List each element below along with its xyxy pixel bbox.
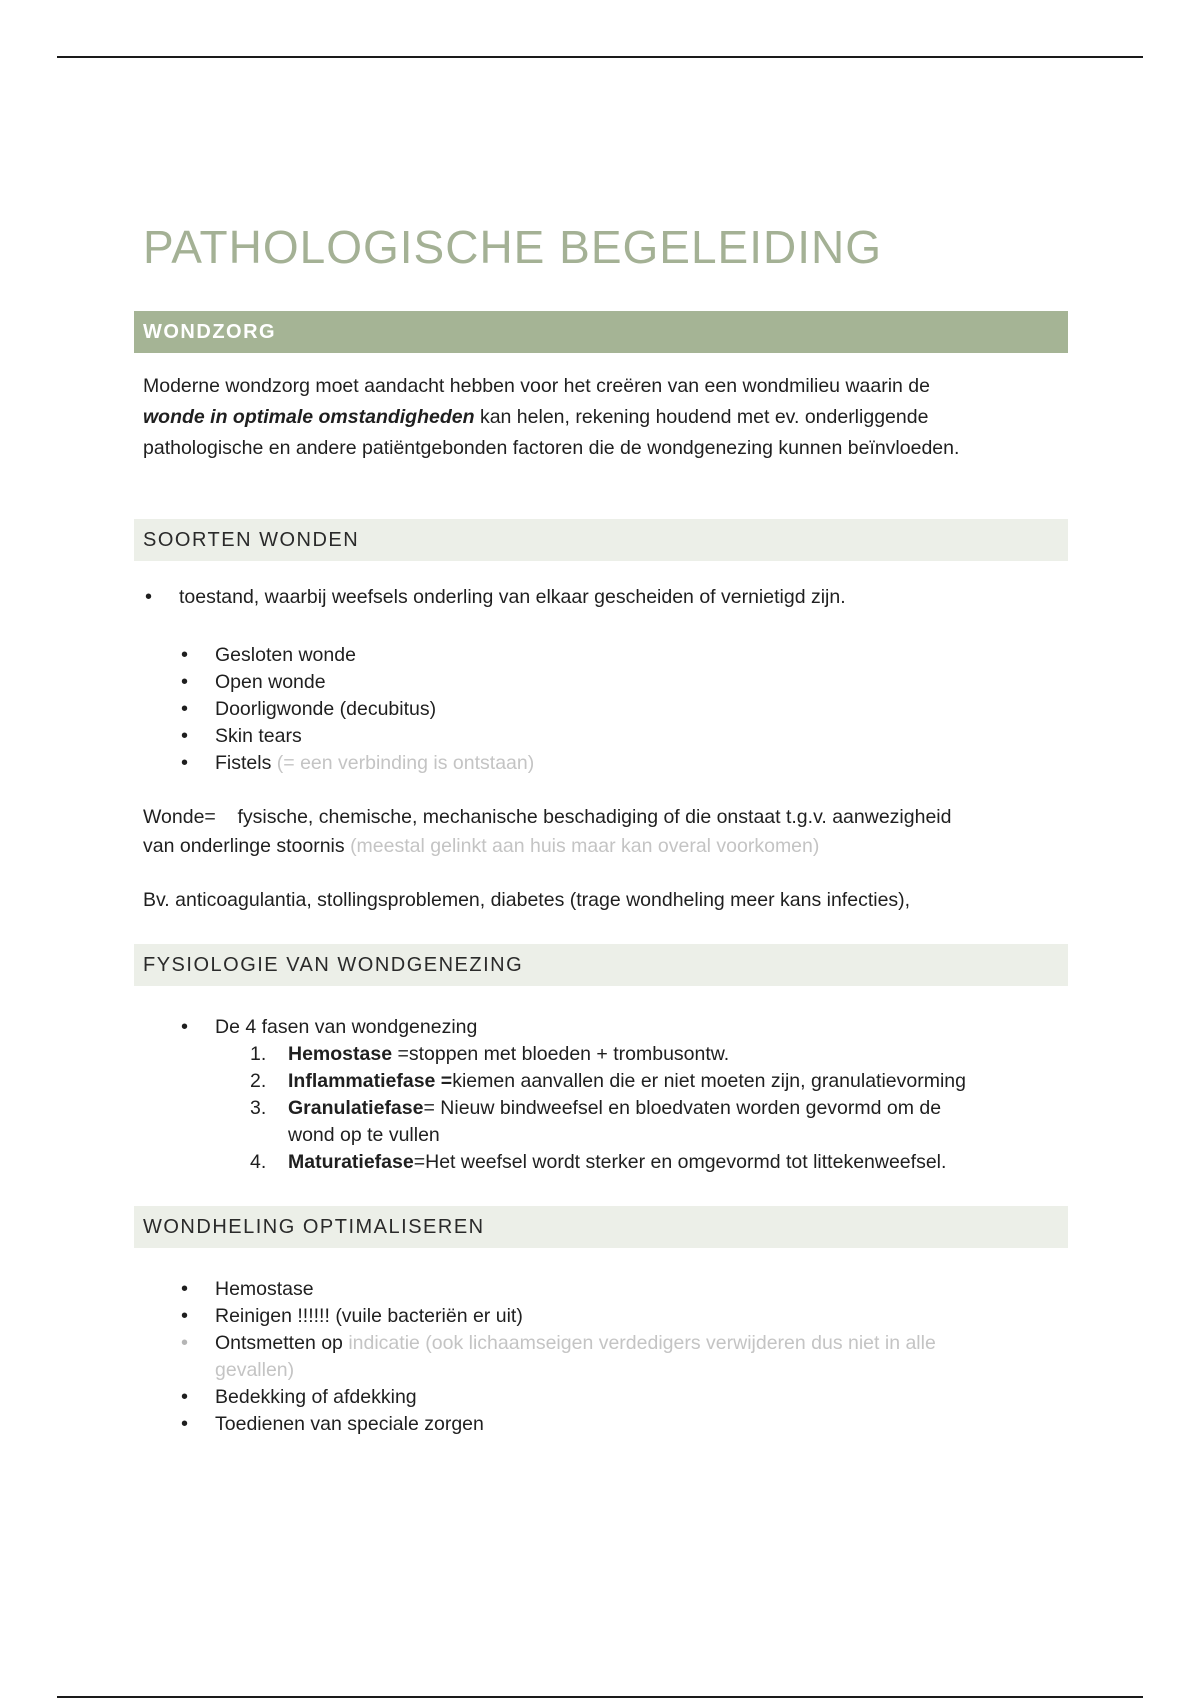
phase-number: 4. xyxy=(250,1151,267,1173)
main-bullet-list xyxy=(179,584,846,611)
phase-desc: =stoppen met bloeden + trombusontw. xyxy=(392,1043,730,1065)
definition-line: Wonde= fysische, chemische, mechanische beschadiging of die onstaat t.g.v. aanwezigheid xyxy=(143,806,952,828)
list-item: • Gesloten wonde xyxy=(215,642,534,669)
list-item xyxy=(215,1330,936,1384)
list-item: • Toedienen van speciale zorgen xyxy=(215,1411,936,1438)
phase-term: Granulatiefase xyxy=(288,1097,424,1119)
phase-term: Maturatiefase xyxy=(288,1151,414,1173)
phases-list xyxy=(250,1041,966,1176)
list-item: • Hemostase xyxy=(215,1276,936,1303)
list-item: • toestand, waarbij weefsels onderling van elkaar gescheiden of vernietigd zijn. xyxy=(179,584,846,611)
optimize-list xyxy=(215,1276,936,1438)
list-item: • Open wonde xyxy=(215,669,534,696)
section-heading-wondzorg: WONDZORG xyxy=(134,311,1068,353)
definition-line: van onderlinge stoornis xyxy=(143,835,345,857)
phase-number: 3. xyxy=(250,1097,267,1119)
item-note: gevallen) xyxy=(215,1359,295,1381)
section-heading-fysiologie: FYSIOLOGIE VAN WONDGENEZING xyxy=(134,944,1068,986)
section-heading-soorten-wonden: SOORTEN WONDEN xyxy=(134,519,1068,561)
wondzorg-paragraph xyxy=(143,371,1073,464)
example-text: Bv. anticoagulantia, stollingsproblemen, diabetes (trage wondheling meer kans infecties), xyxy=(143,889,911,911)
page-title: PATHOLOGISCHE BEGELEIDING xyxy=(143,221,883,273)
top-rule xyxy=(57,56,1143,58)
wonde-definition xyxy=(143,803,1073,861)
phase-item xyxy=(250,1149,966,1176)
list-item xyxy=(215,750,534,777)
section-heading-optimaliseren: WONDHELING OPTIMALISEREN xyxy=(134,1206,1068,1248)
phase-item xyxy=(250,1041,966,1068)
list-item: • Bedekking of afdekking xyxy=(215,1384,936,1411)
phase-number: 2. xyxy=(250,1070,267,1092)
phase-number: 1. xyxy=(250,1043,267,1065)
definition-note: (meestal gelinkt aan huis maar kan overal voorkomen) xyxy=(350,835,820,857)
phase-item xyxy=(250,1095,966,1149)
paragraph-line: Moderne wondzorg moet aandacht hebben voor het creëren van een wondmilieu waarin de xyxy=(143,375,930,397)
item-label: Ontsmetten op xyxy=(215,1332,343,1354)
phase-desc: = Nieuw bindweefsel en bloedvaten worden gevormd om de xyxy=(423,1097,942,1119)
phase-desc: kiemen aanvallen die er niet moeten zijn, granulatievorming xyxy=(452,1070,966,1092)
phase-item xyxy=(250,1068,966,1095)
paragraph-line: pathologische en andere patiëntgebonden factoren die de wondgenezing kunnen beïnvloeden. xyxy=(143,437,960,459)
phases-bullet xyxy=(215,1014,477,1041)
phase-term: Hemostase xyxy=(288,1043,393,1065)
phase-desc: =Het weefsel wordt sterker en omgevormd tot littekenweefsel. xyxy=(413,1151,947,1173)
emphasis-text: wonde in optimale omstandigheden xyxy=(143,406,475,428)
wound-types-list xyxy=(215,642,534,777)
phase-term: Inflammatiefase = xyxy=(288,1070,453,1092)
bottom-rule xyxy=(57,1696,1143,1698)
list-item: • Doorligwonde (decubitus) xyxy=(215,696,534,723)
phase-desc: wond op te vullen xyxy=(288,1124,440,1146)
list-item: • De 4 fasen van wondgenezing xyxy=(215,1014,477,1041)
item-note: indicatie (ook lichaamseigen verdedigers verwijderen dus niet in alle xyxy=(342,1332,936,1354)
fistels-label: Fistels xyxy=(215,752,272,774)
list-item: • Reinigen !!!!!! (vuile bacteriën er uit) xyxy=(215,1303,936,1330)
paragraph-line: kan helen, rekening houdend met ev. onderliggende xyxy=(474,406,929,428)
fistels-note: (= een verbinding is ontstaan) xyxy=(276,752,535,774)
list-item: • Skin tears xyxy=(215,723,534,750)
